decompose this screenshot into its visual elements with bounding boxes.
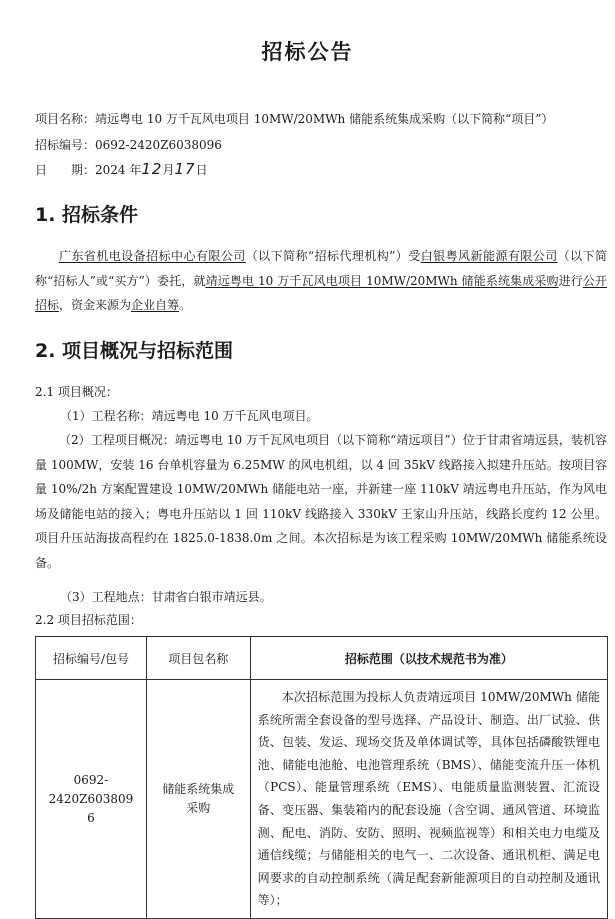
project-title-underlined: 靖远粤电 10 万千瓦风电项目 10MW/20MWh 储能系统集成采购 bbox=[205, 273, 559, 288]
section-2-heading: 2. 项目概况与招标范围 bbox=[35, 340, 234, 362]
cell-package-name-line2: 采购 bbox=[186, 801, 211, 815]
cell-tender-no bbox=[36, 680, 147, 919]
date-day-unit: 日 bbox=[195, 163, 208, 177]
date-year: 2024 年 bbox=[95, 163, 142, 177]
owner-name: 白银粤风新能源有限公司 bbox=[420, 249, 558, 263]
date-label: 日 期： bbox=[35, 163, 96, 177]
agent-name: 广东省机电设备招标中心有限公司 bbox=[59, 249, 246, 263]
header-package-name: 项目包名称 bbox=[146, 637, 250, 680]
text-1: （以下简称“招标代理机构”）受 bbox=[245, 249, 421, 263]
date-line bbox=[35, 161, 208, 178]
section-1-paragraph bbox=[35, 244, 607, 318]
cell-tender-no-line1: 0692-2420Z603809 bbox=[48, 772, 134, 806]
document-title: 招标公告 bbox=[261, 40, 354, 64]
header-scope: 招标范围（以技术规范书为准） bbox=[250, 637, 607, 680]
item-project-name: （1）工程名称：靖远粤电 10 万千瓦风电项目。 bbox=[60, 409, 319, 423]
table-row bbox=[36, 680, 608, 919]
tender-no-line bbox=[35, 137, 222, 153]
table-header-row bbox=[36, 637, 608, 680]
project-name-line bbox=[35, 111, 553, 127]
date-month-handwritten: 12 bbox=[141, 160, 163, 178]
item-project-location: （3）工程地点：甘肃省白银市靖远县。 bbox=[60, 590, 272, 604]
sub-heading-2-1: 2.1 项目概况： bbox=[35, 385, 118, 399]
project-name-value: 靖远粤电 10 万千瓦风电项目 10MW/20MWh 储能系统集成采购（以下简称“项目”） bbox=[95, 112, 554, 126]
project-name-label: 项目名称： bbox=[35, 112, 96, 126]
header-tender-no: 招标编号/包号 bbox=[36, 637, 147, 680]
section-1-heading: 1. 招标条件 bbox=[35, 204, 139, 226]
cell-scope: 本次招标范围为投标人负责靖远项目 10MW/20MWh 储能系统所需全套设备的型号选择、产品设计、制造、出厂试验、供货、包装、发运、现场交货及单体调试等，具体包括磷酸铁锂电池、储能电池舱、电池管理系统（BMS）、储能变流升压一体机（PCS）、能量管理系统（EMS）、电能质量监测装置、汇流设备、变压器、集装箱内的配套设施（含空调、通风管道、环境监测、配电、消防、安防、照明、视频监视等）和相关电力电缆及通信线缆；与储能相关的电气一、二次设备、通讯机柜、满足电网要求的自动控制系统（满足配套新能源项目的自动控制及通讯等）； bbox=[250, 680, 607, 919]
cell-package-name bbox=[146, 680, 250, 919]
text-4: ，资金来源为 bbox=[59, 298, 132, 312]
text-2: （以下简称“招标人”或“买方”）委托，就 bbox=[35, 249, 607, 288]
item-project-overview: （2）工程项目概况：靖远粤电 10 万千瓦风电项目（以下简称“靖远项目”）位于甘肃省靖远县，装机容量 100MW，安装 16 台单机容量为 6.25MW 的风电机组，以 4 回 35kV 线路接入拟建升压站。按项目容量 10%/2h 方案配置建设 10MW/20MWh 储能电站一座，并新建一座 110kV 靖远粤电升压站，作为风电场及储能电站的接入；粤电升压站以 1 回 110kV 线路接入 330kV 王家山升压站，线路长度约 12 公里。项目升压站海拔高程约在 1825.0-1838.0m 之间。本次招标是为该工程采购 10MW/20MWh 储能系统设备。 bbox=[35, 433, 607, 570]
cell-tender-no-line2: 6 bbox=[87, 810, 95, 825]
text-3: 进行 bbox=[558, 273, 583, 288]
fund-source: 企业自筹 bbox=[131, 298, 180, 312]
cell-package-name-line1: 储能系统集成 bbox=[162, 782, 235, 796]
date-day-handwritten: 17 bbox=[174, 160, 196, 178]
tender-no-value: 0692-2420Z6038096 bbox=[95, 138, 222, 152]
tender-no-label: 招标编号： bbox=[35, 138, 96, 152]
tender-scope-table bbox=[35, 636, 608, 919]
sub-heading-2-2: 2.2 项目招标范围： bbox=[35, 613, 142, 627]
text-5: 。 bbox=[179, 298, 192, 312]
tender-method: 公开招标 bbox=[35, 273, 607, 312]
date-month-unit: 月 bbox=[162, 163, 175, 177]
